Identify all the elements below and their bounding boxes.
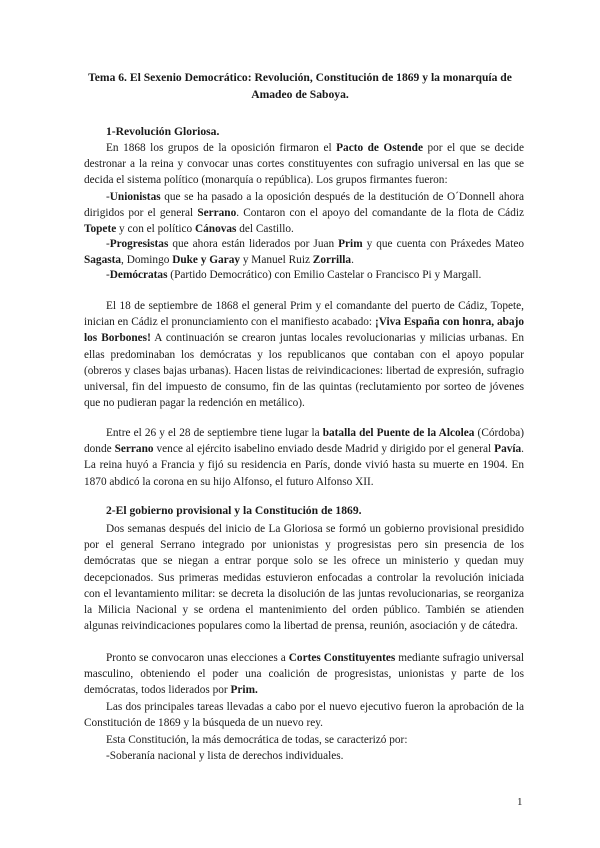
title-line-2: Amadeo de Saboya. (251, 88, 349, 101)
section-2-paragraph-5: -Soberanía nacional y lista de derechos individuales. (106, 750, 344, 762)
section-2-paragraph-2: Pronto se convocaron unas elecciones a Cortes Constituyentes mediante sufragio universal masculino, obteniendo el poder una coalición de progresistas, unionistas y parte de los demócratas, todos liderados por Prim. (84, 652, 524, 697)
section-1-paragraph-1: En 1868 los grupos de la oposición firmaron el Pacto de Ostende por el que se decide destronar a la reina y convocar unas cortes constituyentes con sufragio universal en las que se decida el sistema político (monarquía o república). Los grupos firmantes fueron: (84, 142, 524, 187)
democratas-item: -Demócratas (Partido Democrático) con Emilio Castelar o Francisco Pi y Margall. (106, 269, 482, 281)
document-title (60, 69, 540, 103)
section-2-paragraph-4: Esta Constitución, la más democrática de todas, se caracterizó por: (106, 734, 408, 746)
section-1-paragraph-3: Entre el 26 y el 28 de septiembre tiene lugar la batalla del Puente de la Alcolea (Córdoba) donde Serrano vence al ejército isabelino enviado desde Madrid y dirigido por el general Pavía. La reina huyó a Francia y fijó su residencia en París, donde vivió hasta su muerte en 1904. En 1870 abdicó la corona en su hijo Alfonso, el futuro Alfonso XII. (84, 427, 524, 488)
title-line-1: Tema 6. El Sexenio Democrático: Revolución, Constitución de 1869 y la monarquía de (88, 71, 512, 84)
section-1-heading: 1-Revolución Gloriosa. (106, 125, 220, 138)
progresistas-item: -Progresistas que ahora están liderados por Juan Prim y que cuenta con Práxedes Mateo Sagasta, Domingo Duke y Garay y Manuel Ruiz Zorrilla. (84, 238, 524, 267)
section-2-paragraph-1: Dos semanas después del inicio de La Gloriosa se formó un gobierno provisional presidido por el general Serrano integrado por unionistas y progresistas pero sin presencia de los demócratas que se niegan a entrar porque solo se les ofrece un ministerio y quedan muy decepcionados. Sus primeras medidas estuvieron enfocadas a controlar la revolución iniciada con el levantamiento militar: se decreta la disolución de las juntas revolucionarias, se reorganiza la Milicia Nacional y se ordena el mantenimiento del orden público. También se atienden algunas reivindicaciones populares como la libertad de prensa, reunión, asociación y de cátedra. (84, 523, 524, 633)
section-2-paragraph-3: Las dos principales tareas llevadas a cabo por el nuevo ejecutivo fueron la aprobación de la Constitución de 1869 y la búsqueda de un nuevo rey. (84, 701, 524, 730)
page-number: 1 (517, 796, 523, 808)
unionistas-item: -Unionistas que se ha pasado a la oposición después de la destitución de O´Donnell ahora dirigidos por el general Serrano. Contaron con el apoyo del comandante de la flota de Cádiz Topete y con el político Cánovas del Castillo. (84, 191, 524, 236)
section-2-heading: 2-El gobierno provisional y la Constitución de 1869. (106, 504, 362, 517)
section-1-paragraph-2: El 18 de septiembre de 1868 el general Prim y el comandante del puerto de Cádiz, Topete, inician en Cádiz el pronunciamiento con el manifiesto acabado: ¡Viva España con honra, abajo los Borbones! A continuación se crearon juntas locales revolucionarias y milicias urbanas. En ellas predominaban los demócratas y los republicanos que contaban con el apoyo popular (obreros y clases bajas urbanas). Hacen listas de reivindicaciones: libertad de expresión, sufragio universal, fin del impuesto de consumo, fin de las quintas (reclutamiento por sorteo de jóvenes que no pudieran pagar la redención en metálico). (84, 300, 524, 410)
